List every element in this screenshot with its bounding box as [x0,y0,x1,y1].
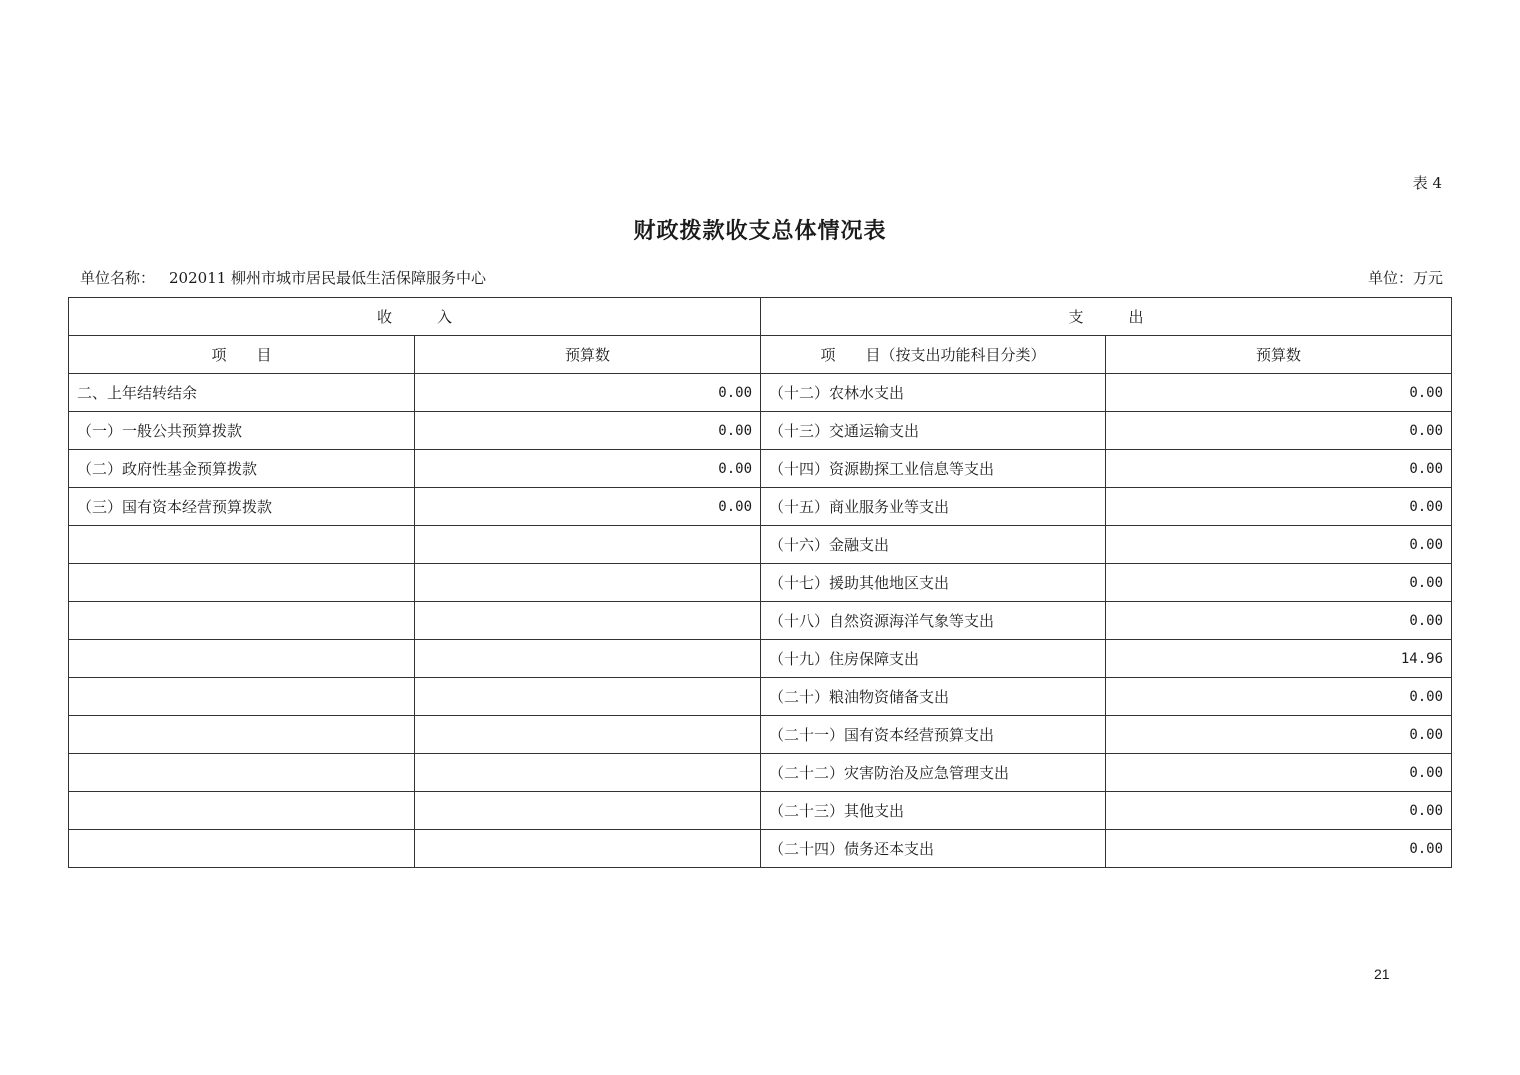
table-row [69,640,1452,678]
table-row [69,678,1452,716]
header-row-group [69,298,1452,336]
income-item-cell: （一）一般公共预算拨款 [69,412,415,450]
income-amount-cell [415,754,761,792]
page-title: 财政拨款收支总体情况表 [633,218,887,244]
income-amount-cell: 0.00 [415,488,761,526]
expense-item-cell: （十三）交通运输支出 [761,412,1106,450]
organization-label: 单位名称： [80,269,156,287]
expense-amount-cell: 0.00 [1106,450,1452,488]
expense-amount-cell: 0.00 [1106,830,1452,868]
expense-amount-cell: 0.00 [1106,602,1452,640]
table-number: 表 4 [1412,174,1442,192]
expense-amount-cell: 0.00 [1106,754,1452,792]
expense-item-cell: （十五）商业服务业等支出 [761,488,1106,526]
expense-budget-header: 预算数 [1106,336,1452,374]
expense-amount-cell: 14.96 [1106,640,1452,678]
header-row-columns [69,336,1452,374]
table-row [69,564,1452,602]
table-row [69,374,1452,412]
income-amount-cell: 0.00 [415,450,761,488]
income-item-cell [69,526,415,564]
expense-amount-cell: 0.00 [1106,716,1452,754]
income-item-cell: （二）政府性基金预算拨款 [69,450,415,488]
income-amount-cell [415,716,761,754]
page-number: 21 [1374,966,1390,982]
income-item-cell [69,716,415,754]
income-budget-header: 预算数 [415,336,761,374]
expense-amount-cell: 0.00 [1106,488,1452,526]
table-row [69,526,1452,564]
income-item-cell: （三）国有资本经营预算拨款 [69,488,415,526]
expense-amount-cell: 0.00 [1106,526,1452,564]
table-row [69,602,1452,640]
expense-amount-cell: 0.00 [1106,792,1452,830]
table-row [69,830,1452,868]
expense-item-cell: （十七）援助其他地区支出 [761,564,1106,602]
table-row [69,450,1452,488]
expense-item-cell: （二十二）灾害防治及应急管理支出 [761,754,1106,792]
table-row [69,488,1452,526]
expense-item-cell: （十九）住房保障支出 [761,640,1106,678]
unit-info-row [80,267,1443,288]
income-amount-cell [415,830,761,868]
income-item-cell [69,678,415,716]
income-amount-cell [415,564,761,602]
expense-item-cell: （十六）金融支出 [761,526,1106,564]
organization-name: 202011 柳州市城市居民最低生活保障服务中心 [169,269,487,287]
income-item-cell [69,754,415,792]
expense-amount-cell: 0.00 [1106,412,1452,450]
table-row [69,412,1452,450]
income-item-cell: 二、上年结转结余 [69,374,415,412]
expense-amount-cell: 0.00 [1106,678,1452,716]
expense-item-cell: （十八）自然资源海洋气象等支出 [761,602,1106,640]
income-amount-cell [415,792,761,830]
income-header: 收 入 [69,298,761,336]
income-item-cell [69,640,415,678]
income-amount-cell [415,640,761,678]
expense-header: 支 出 [761,298,1452,336]
organization-info [80,267,486,288]
expense-amount-cell: 0.00 [1106,564,1452,602]
income-item-cell [69,564,415,602]
income-item-cell [69,792,415,830]
income-amount-cell: 0.00 [415,412,761,450]
expense-amount-cell: 0.00 [1106,374,1452,412]
expense-item-cell: （二十一）国有资本经营预算支出 [761,716,1106,754]
budget-table [68,297,1452,868]
currency-unit: 单位：万元 [1367,269,1443,287]
income-item-cell [69,602,415,640]
budget-table-body [69,298,1452,868]
income-amount-cell [415,678,761,716]
expense-item-cell: （二十三）其他支出 [761,792,1106,830]
income-amount-cell: 0.00 [415,374,761,412]
table-row [69,792,1452,830]
income-amount-cell [415,526,761,564]
table-row [69,716,1452,754]
income-item-cell [69,830,415,868]
expense-item-cell: （十四）资源勘探工业信息等支出 [761,450,1106,488]
expense-item-cell: （二十）粮油物资储备支出 [761,678,1106,716]
income-item-header: 项 目 [69,336,415,374]
expense-item-header: 项 目（按支出功能科目分类） [761,336,1106,374]
expense-item-cell: （二十四）债务还本支出 [761,830,1106,868]
table-row [69,754,1452,792]
income-amount-cell [415,602,761,640]
expense-item-cell: （十二）农林水支出 [761,374,1106,412]
